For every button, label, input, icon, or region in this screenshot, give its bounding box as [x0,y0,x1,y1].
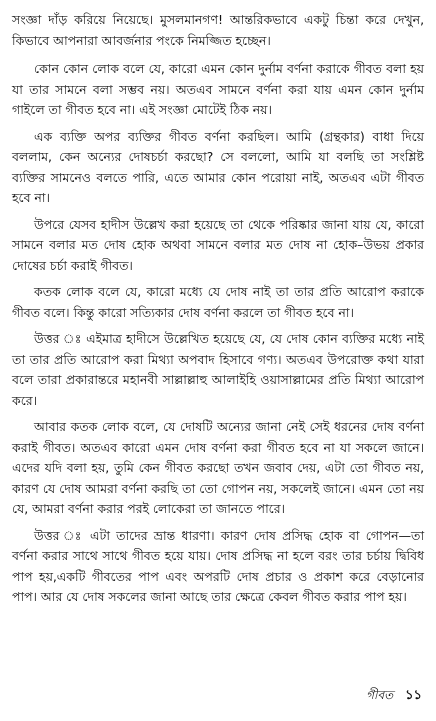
running-footer-title: গীবত [366,688,394,702]
page-body [12,10,424,614]
paragraph-1: সংজ্ঞা দাঁড় করিয়ে নিয়েছে। মুসলমানগণ! আন্তরিকভাবে একটু চিন্তা করে দেখুন, কিভাবে আপনারা আবর্জনার পংকে নিমজ্জিত হচ্ছেন। [12,12,424,48]
paragraph-4: উপরে যেসব হাদীস উল্লেখ করা হয়েছে তা থেকে পরিষ্কার জানা যায় যে, কারো সামনে বলার মত দোষ হোক অথবা সামনে বলার মত দোষ না হোক–উভয় প্রকার দোষের চর্চা করাই গীবত। [12,216,424,273]
paragraph-5: কতক লোক বলে যে, কারো মধ্যে যে দোষ নাই তা তার প্রতি আরোপ করাকে গীবত বলে। কিন্তু কারো সত্যিকার দোষ বর্ণনা করলে তা গীবত হবে না। [12,284,424,320]
paragraph-8: উত্তর ঃ এটা তাদের ভ্রান্ত ধারণা। কারণ দোষ প্রসিদ্ধ হোক বা গোপন—তা বর্ণনা করার সাথে সাথে গীবত হয়ে যায়। দোষ প্রসিদ্ধ না হলে বরং তার চর্চায় দ্বিবিধ পাপ হয়,একটি গীবতের পাপ এবং অপরটি দোষ প্রচার ও প্রকাশ করে বেড়ানোর পাপ। আর যে দোষ সকলের জানা আছে তার ক্ষেত্রে কেবল গীবত করার পাপ হয়। [12,527,424,604]
page-footer [366,686,422,707]
paragraph-7: আবার কতক লোক বলে, যে দোষটি অন্যের জানা নেই সেই ধরনের দোষ বর্ণনা করাই গীবত। অতএব কারো এমন দোষ বর্ণনা করা গীবত হবে না যা সকলে জানে। এদের যদি বলা হয়, তুমি কেন গীবত করছো তখন জবাব দেয়, এটা তো গীবত নয়, কারণ যে দোষ আমরা বর্ণনা করছি তা তো গোপন নয়, সকলেই জানে। এমন তো নয় যে, আমরা বর্ণনা করার পরই লোকেরা তা জানতে পারে। [12,419,424,516]
page-number: ১১ [405,688,422,703]
paragraph-6: উত্তর ঃ এইমাত্র হাদীসে উল্লেখিত হয়েছে যে, যে দোষ কোন ব্যক্তির মধ্যে নাই তা তার প্রতি আরোপ করা মিথ্যা অপবাদ হিসাবে গণ্য। অতএব উপরোক্ত কথা যারা বলে তারা প্রকারান্তরে মহানবী সাল্লাল্লাহু আলাইহি ওয়াসাল্লামের প্রতি মিথ্যা আরোপ করে। [12,331,424,408]
paragraph-2: কোন কোন লোক বলে যে, কারো এমন কোন দুর্নাম বর্ণনা করাকে গীবত বলা হয় যা তার সামনে বলা সম্ভব নয়। অতএব সামনে বর্ণনা করা যায় এমন কোন দুর্নাম গাইলে তা গীবত হবে না। এই সংজ্ঞা মোটেই ঠিক নয়। [12,61,424,117]
paragraph-3: এক ব্যক্তি অপর ব্যক্তির গীবত বর্ণনা করছিল। আমি (গ্রন্থকার) বাধা দিয়ে বললাম, কেন অন্যের দোষচর্চা করছো? সে বললো, আমি যা বলছি তা সংশ্লিষ্ট ব্যক্তির সামনেও বলতে পারি, এতে আমার কোন পরোয়া নাই, অতএব এটা গীবত হবে না। [12,128,424,205]
